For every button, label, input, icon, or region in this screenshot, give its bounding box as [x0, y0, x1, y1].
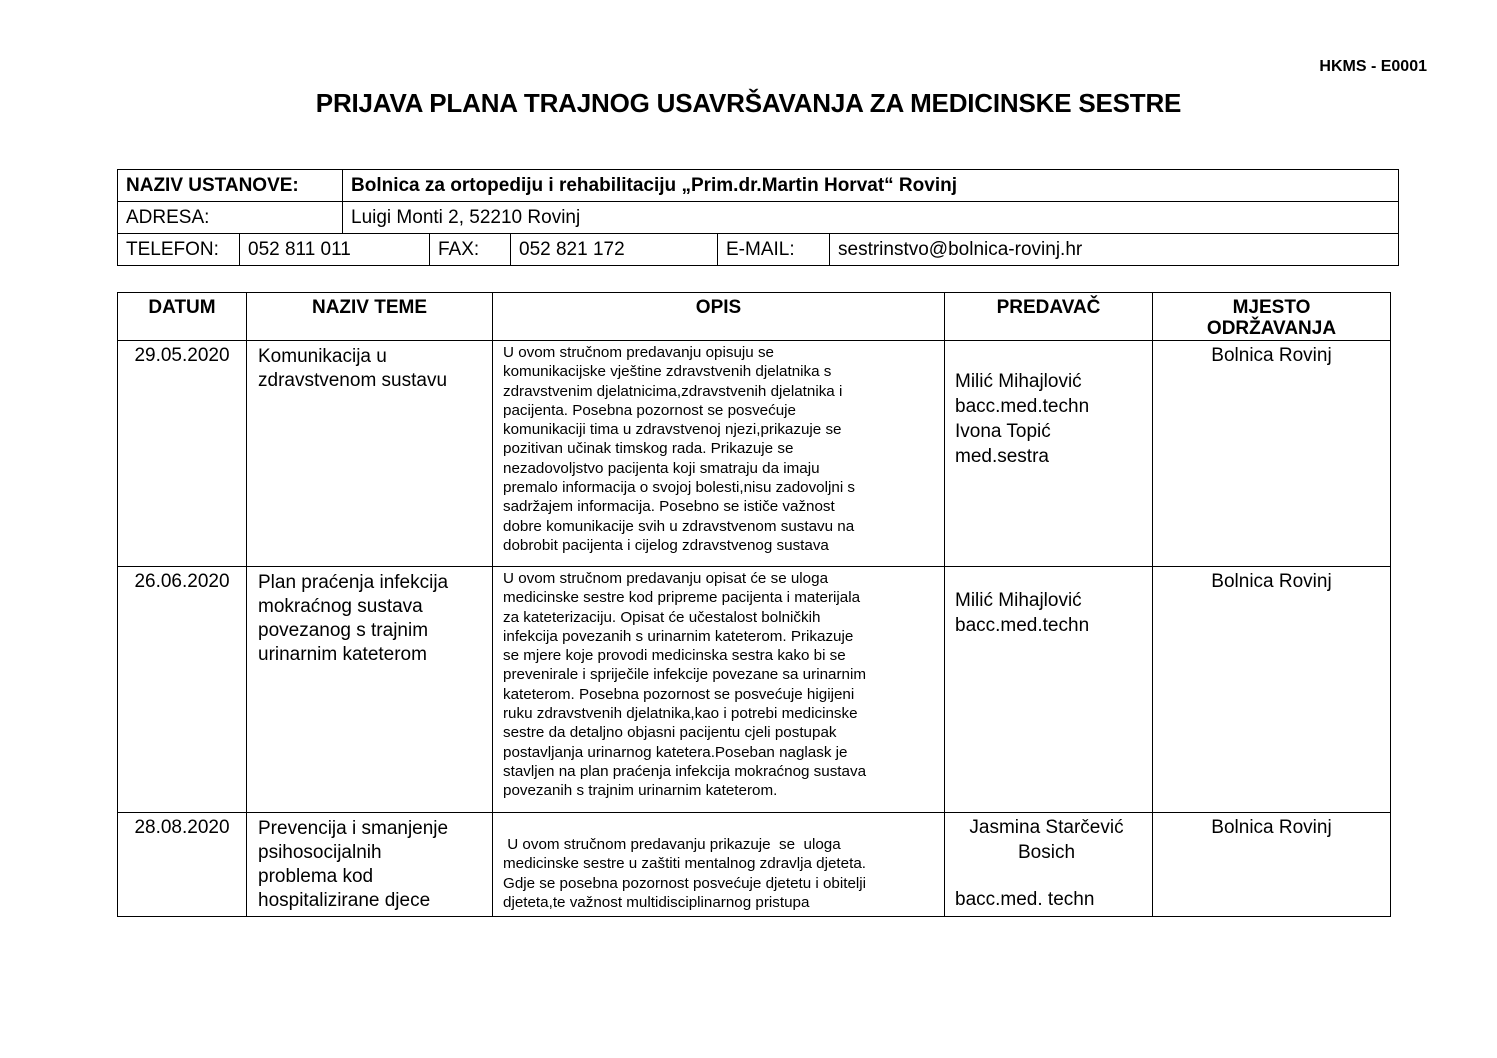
header-date: DATUM	[118, 293, 247, 341]
email-label: E-MAIL:	[717, 234, 829, 265]
lecturer-line: bacc.med.techn	[955, 615, 1090, 636]
lecturer-line: bacc.med.techn	[955, 396, 1090, 417]
email-value: sestrinstvo@bolnica-rovinj.hr	[829, 234, 1398, 265]
institution-name-label: NAZIV USTANOVE:	[126, 174, 299, 196]
description-line: sadržajem informacija. Posebno se ističe važnost	[503, 498, 835, 516]
description-line: U ovom stručnom predavanju opisuju se	[503, 344, 774, 361]
description-line: Gdje se posebna pozornost posvećuje djetetu i obitelji	[503, 874, 867, 892]
row-lecturer	[945, 567, 1153, 813]
description-line: komunikacijske vještine zdravstvenih djelatnika s	[503, 363, 832, 381]
address-value: Luigi Monti 2, 52210 Rovinj	[342, 202, 1398, 233]
description-line: komunikaciji tima u zdravstvenoj njezi,prikazuje se	[503, 421, 842, 439]
education-plan-table	[117, 292, 1391, 917]
description-line: sestre da detaljno objasni pacijentu cjeli postupak	[503, 724, 837, 742]
description-line: pozitivan učinak timskog rada. Prikazuje se	[503, 440, 794, 458]
lecturer-line: Milić Mihajlović	[955, 371, 1082, 392]
fax-label: FAX:	[429, 234, 510, 265]
description-line: se mjere koje provodi medicinska sestra kako bi se	[503, 647, 846, 665]
lecturer-line: Ivona Topić	[955, 421, 1051, 442]
institution-info-table	[117, 169, 1399, 266]
table-row	[118, 567, 1391, 813]
description-line: medicinske sestre kod pripreme pacijenta i materijala	[503, 589, 861, 607]
institution-name-value: Bolnica za ortopediju i rehabilitaciju „Prim.dr.Martin Horvat“ Rovinj	[342, 170, 1398, 201]
description-line: pacijenta. Posebna pozornost se posvećuje	[503, 401, 796, 419]
institution-name-row	[118, 170, 1398, 201]
document-title: PRIJAVA PLANA TRAJNOG USAVRŠAVANJA ZA MEDICINSKE SESTRE	[315, 88, 1182, 118]
topic-line: Prevencija i smanjenje	[258, 818, 449, 839]
row-description	[493, 567, 945, 813]
description-line: ruku zdravstvenih djelatnika,kao i potrebi medicinske	[503, 705, 858, 723]
header-lecturer: PREDAVAČ	[945, 293, 1153, 341]
row-description	[493, 341, 945, 567]
description-line: za kateterizaciju. Opisat će učestalost bolničkih	[503, 608, 821, 626]
description-line: dobrobit pacijenta i cijelog zdravstvenog sustava	[503, 536, 829, 554]
table-header-row	[118, 293, 1391, 341]
header-place	[1153, 293, 1391, 341]
topic-line: zdravstvenom sustavu	[258, 370, 448, 391]
description-line: infekcija povezanih s urinarnim kateterom. Prikazuje	[503, 627, 854, 645]
description-line: premalo informacija o svojoj bolesti,nisu zadovoljni s	[503, 479, 856, 497]
row-description	[493, 813, 945, 917]
description-line: U ovom stručnom predavanju opisat će se uloga	[503, 570, 829, 587]
description-line: medicinske sestre u zaštiti mentalnog zdravlja djeteta.	[503, 855, 866, 873]
description-line: prevenirale i spriječile infekcije povezane sa urinarnim	[503, 666, 866, 684]
row-date: 26.06.2020	[118, 567, 247, 813]
description-line: nezadovoljstvo pacijenta koji smatraju da imaju	[503, 459, 820, 477]
header-description: OPIS	[493, 293, 945, 341]
topic-line: povezanog s trajnim	[258, 620, 429, 641]
description-line: zdravstvenim djelatnicima,zdravstvenih djelatnika i	[503, 382, 843, 400]
row-place: Bolnica Rovinj	[1153, 341, 1391, 567]
topic-line: Komunikacija u	[258, 346, 387, 367]
row-topic	[247, 341, 493, 567]
description-line: povezanih s trajnim urinarnim kateterom.	[503, 782, 778, 800]
row-topic	[247, 813, 493, 917]
header-topic: NAZIV TEME	[247, 293, 493, 341]
table-row	[118, 813, 1391, 917]
phone-label: TELEFON:	[126, 238, 219, 260]
topic-line: hospitalizirane djece	[258, 890, 431, 911]
topic-line: urinarnim kateterom	[258, 644, 427, 665]
lecturer-line: Jasmina Starčević	[969, 817, 1124, 838]
phone-value: 052 811 011	[239, 234, 429, 265]
document-code: HKMS - E0001	[1319, 58, 1427, 75]
address-label: ADRESA:	[126, 206, 210, 228]
header-place-line: MJESTO	[1232, 297, 1311, 318]
description-line: djeteta,te važnost multidisciplinarnog pristupa	[503, 893, 810, 911]
institution-address-row	[118, 201, 1398, 233]
description-line: U ovom stručnom predavanju prikazuje se uloga	[503, 836, 841, 853]
row-place: Bolnica Rovinj	[1153, 813, 1391, 917]
description-line: kateterom. Posebna pozornost se posvećuje higijeni	[503, 685, 855, 703]
lecturer-line: med.sestra	[955, 446, 1049, 467]
fax-value: 052 821 172	[510, 234, 717, 265]
row-topic	[247, 567, 493, 813]
lecturer-line: Bosich	[1017, 842, 1076, 863]
row-lecturer	[945, 341, 1153, 567]
header-place-line: ODRŽAVANJA	[1206, 318, 1337, 339]
row-date: 28.08.2020	[118, 813, 247, 917]
institution-contact-row	[118, 233, 1398, 265]
topic-line: psihosocijalnih	[258, 842, 382, 863]
row-date: 29.05.2020	[118, 341, 247, 567]
description-line: dobre komunikacije svih u zdravstvenom sustavu na	[503, 517, 855, 535]
table-row	[118, 341, 1391, 567]
row-place: Bolnica Rovinj	[1153, 567, 1391, 813]
topic-line: mokraćnog sustava	[258, 596, 423, 617]
description-line: stavljen na plan praćenja infekcija mokraćnog sustava	[503, 762, 867, 780]
description-line: postavljanja urinarnog katetera.Poseban naglask je	[503, 743, 848, 761]
topic-line: Plan praćenja infekcija	[258, 572, 449, 593]
row-lecturer	[945, 813, 1153, 917]
lecturer-line: bacc.med. techn	[955, 889, 1095, 910]
topic-line: problema kod	[258, 866, 374, 887]
lecturer-line: Milić Mihajlović	[955, 590, 1082, 611]
